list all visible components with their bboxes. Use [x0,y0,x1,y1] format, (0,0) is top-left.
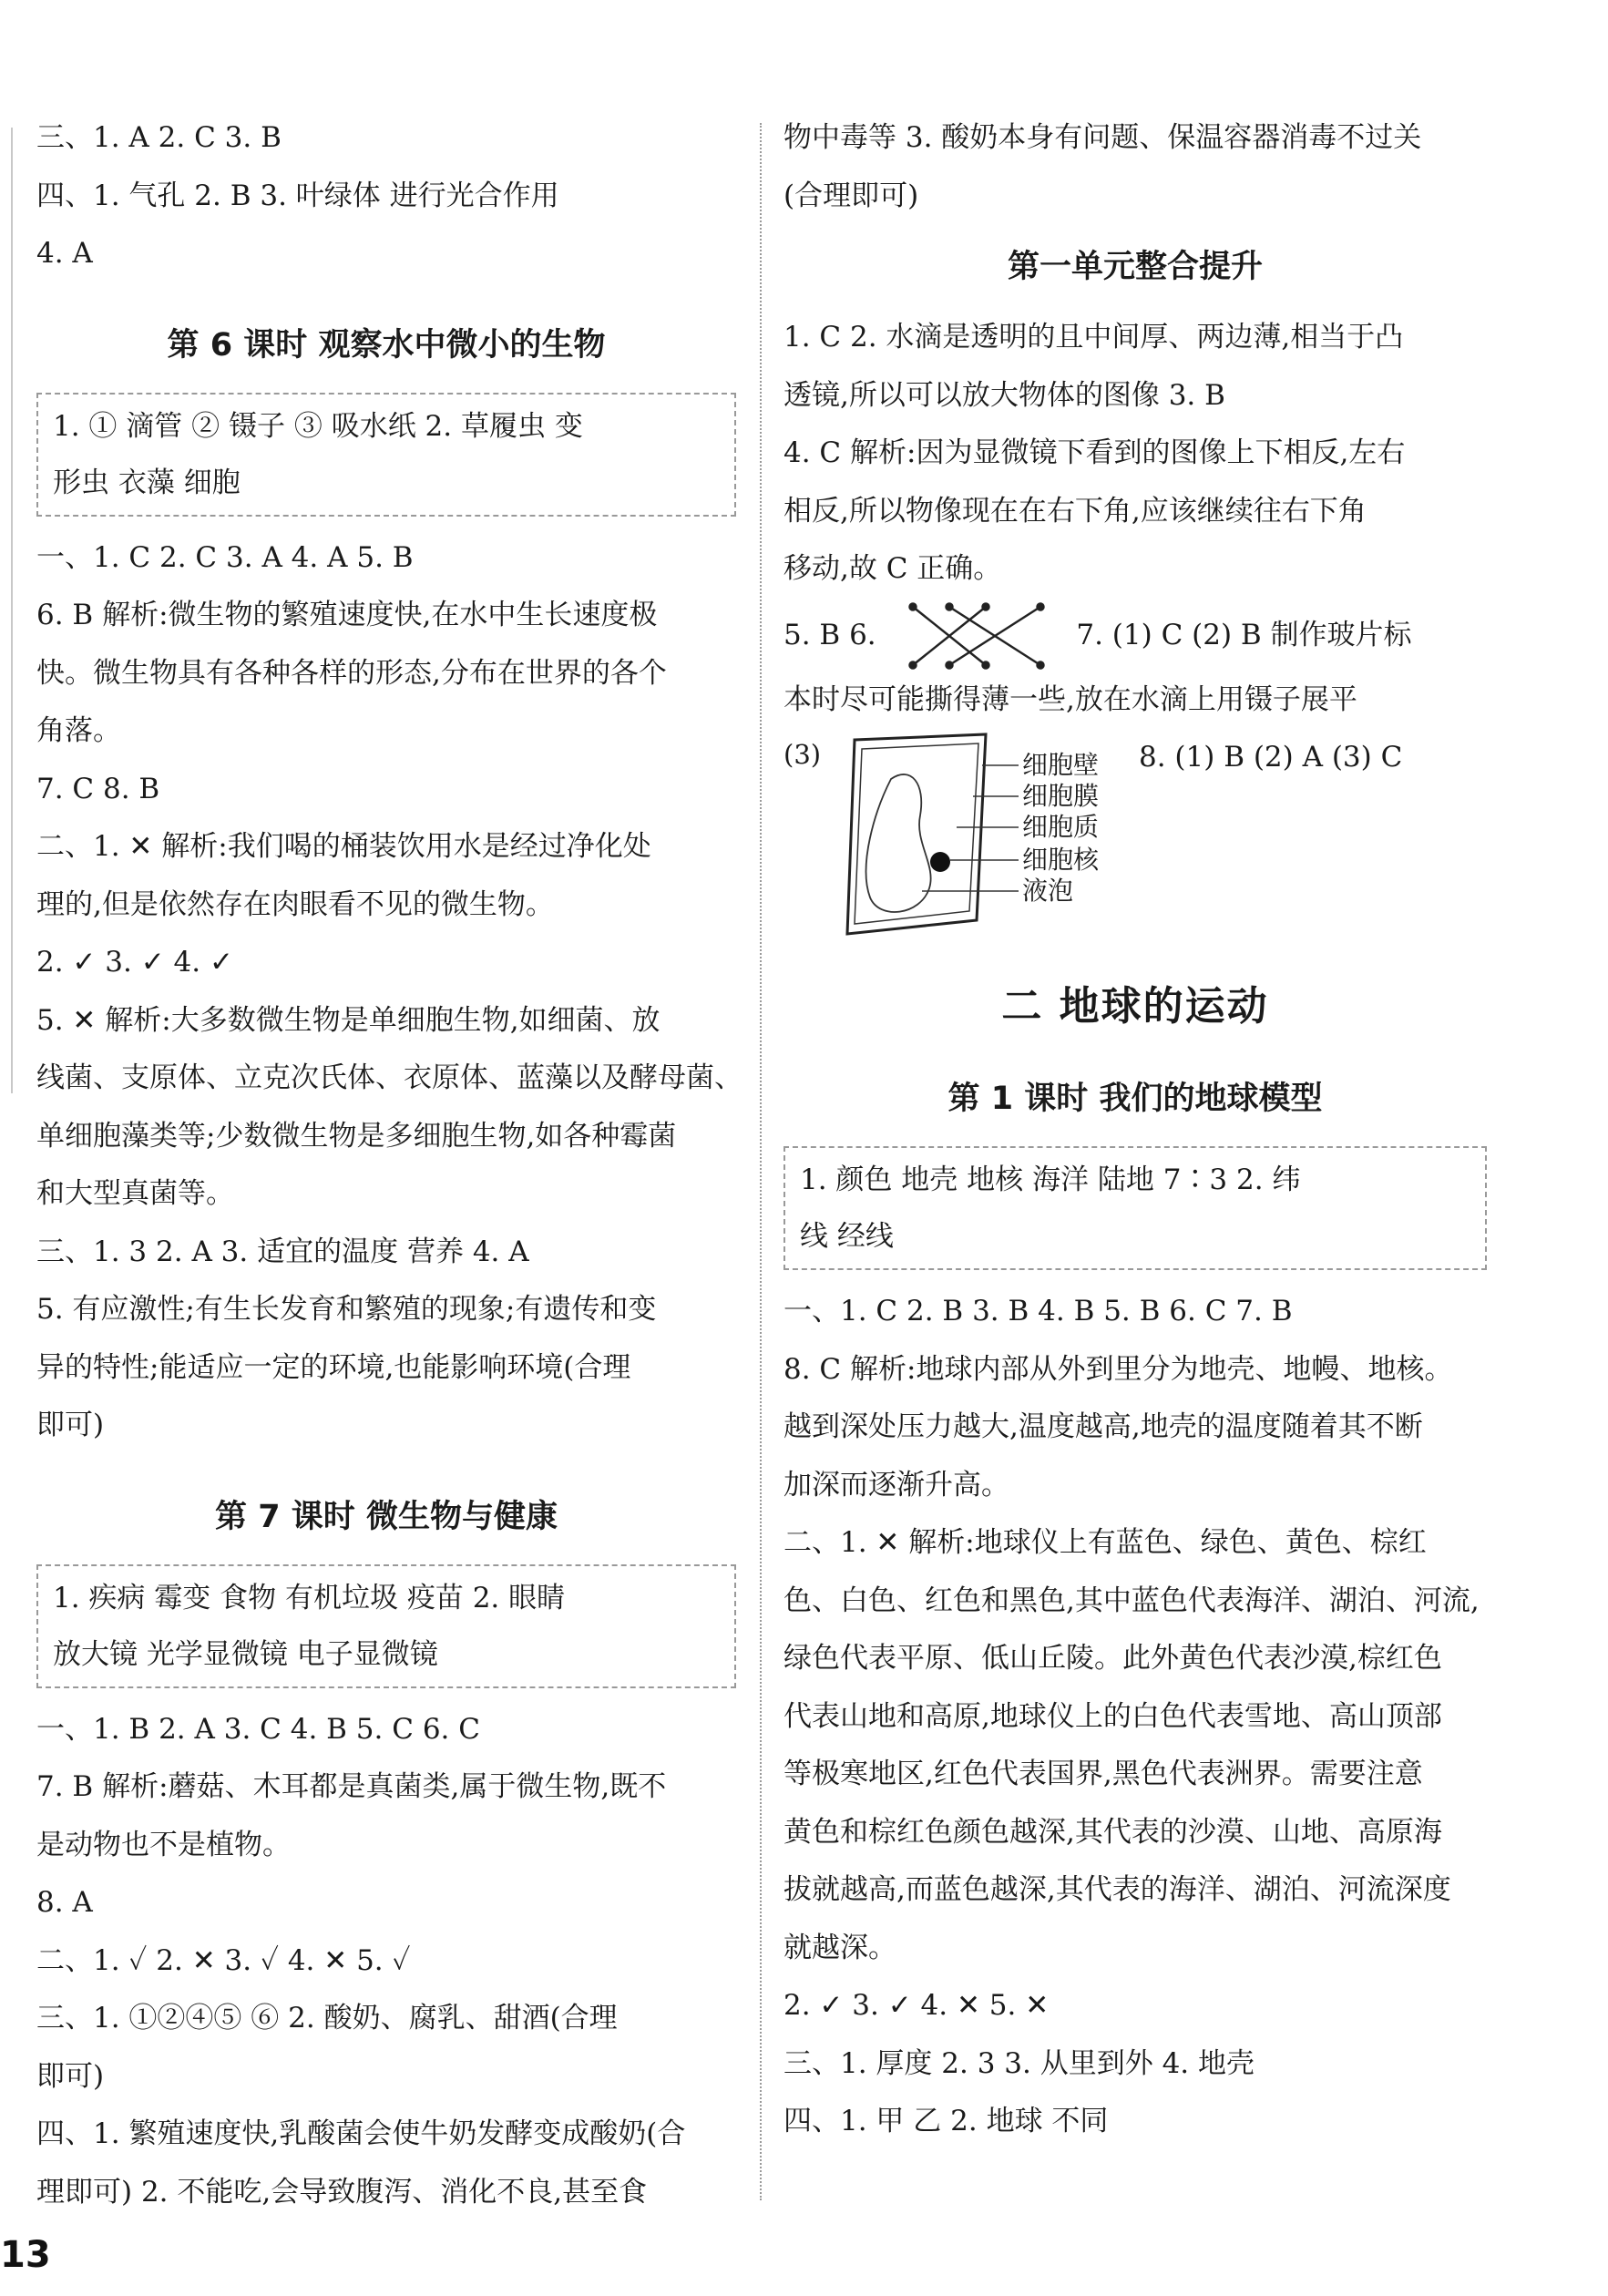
answer-line: 二、1. ✕ 解析:我们喝的桶装饮用水是经过净化处 [36,830,651,863]
answer-line: 1. 疾病 霉变 食物 有机垃圾 疫苗 2. 眼睛 [53,1581,566,1614]
answer-line: 6. B 解析:微生物的繁殖速度快,在水中生长速度极 [36,599,658,631]
answer-line: 一、1. C 2. C 3. A 4. A 5. B [36,540,414,574]
match-dot [946,604,952,610]
answer-line: 黄色和棕红色颜色越深,其代表的沙漠、山地、高原海 [784,1815,1442,1849]
match-dot [946,662,952,669]
answer-line: 一、1. B 2. A 3. C 4. B 5. C 6. C [36,1712,480,1746]
answer-line: 三、1. 厚度 2. 3 3. 从里到外 4. 地壳 [784,2046,1255,2080]
vacuole-shape [866,774,931,912]
answer-line: 四、1. 繁殖速度快,乳酸菌会使牛奶发酵变成酸奶(合 [36,2117,686,2150]
answer-line: 和大型真菌等。 [36,1177,234,1210]
nucleus-label: 细胞核 [1022,845,1100,875]
answer-line: 2. ✓ 3. ✓ 4. ✓ [36,946,233,979]
match-dot [982,662,988,669]
answer-line: 2. ✓ 3. ✓ 4. ✕ 5. ✕ [784,1989,1050,2022]
answer-line: (合理即可) [784,179,919,212]
column-divider [760,123,762,2200]
answer-line: 二、1. ✓ 2. ✕ 3. ✓ 4. ✕ 5. ✓ [36,1943,411,1977]
answer-line: 即可) [36,1409,105,1441]
match-dot [982,604,988,610]
answer-line: 本时尽可能撕得薄一些,放在水滴上用镊子展平 [784,682,1357,716]
answer-line: 理的,但是依然存在肉眼看不见的微生物。 [36,887,554,921]
match-dot [909,662,916,669]
lesson-6-title: 第 6 课时 观察水中微小的生物 [167,326,606,364]
match-dot [909,604,916,610]
lesson-7-summary-box [36,1564,736,1688]
answer-line: 三、1. A 2. C 3. B [36,121,282,154]
answer-line: 一、1. C 2. B 3. B 4. B 5. B 6. C 7. B [784,1295,1293,1327]
answer-line: 角落。 [36,714,121,747]
lesson-1-summary-box [784,1146,1487,1270]
left-column [36,109,743,2221]
cell-membrane-label: 细胞膜 [1022,781,1100,811]
answer-line: 绿色代表平原、低山丘陵。此外黄色代表沙漠,棕红色 [784,1642,1442,1675]
cell-wall-label: 细胞壁 [1022,750,1100,780]
vacuole-label: 液泡 [1022,876,1074,906]
answer-line: 透镜,所以可以放大物体的图像 3. B [784,378,1225,412]
cell-question-label: (3) [784,739,822,770]
answer-line: 1. C 2. 水滴是透明的且中间厚、两边薄,相当于凸 [784,321,1404,354]
answer-line: 二、1. ✕ 解析:地球仪上有蓝色、绿色、黄色、棕红 [784,1526,1427,1559]
answer-line: 就越深。 [784,1931,896,1964]
answer-line: 8. (1) B (2) A (3) C [1139,741,1403,774]
answer-line: 三、1. ①②④⑤ ⑥ 2. 酸奶、腐乳、甜酒(合理 [36,2002,618,2035]
right-column [784,109,1487,2151]
answer-line: 物中毒等 3. 酸奶本身有问题、保温容器消毒不过关 [784,121,1422,154]
answer-line: 线菌、支原体、立克次氏体、衣原体、蓝藻以及酵母菌、 [36,1061,743,1094]
answer-line: 三、1. 3 2. A 3. 适宜的温度 营养 4. A [36,1235,529,1268]
answer-line: 理即可) 2. 不能吃,会导致腹泻、消化不良,甚至食 [36,2175,648,2209]
cell-membrane-outline [855,743,978,924]
answer-line-with-figure [784,599,1487,671]
answer-line: 加深而逐渐升高。 [784,1468,1009,1502]
nucleus-dot [930,852,950,872]
answer-line: 4. C 解析:因为显微镜下看到的图像上下相反,左右 [784,436,1406,469]
lesson-7-title: 第 7 课时 微生物与健康 [215,1498,558,1535]
answer-line: 四、1. 甲 乙 2. 地球 不同 [784,2105,1109,2137]
matching-lines-figure [904,600,1050,672]
answer-line: 异的特性;能适应一定的环境,也能影响环境(合理 [36,1350,631,1384]
answer-line: 8. C 解析:地球内部从外到里分为地壳、地幔、地核。 [784,1352,1453,1386]
answer-line: 放大镜 光学显微镜 电子显微镜 [53,1637,438,1671]
answer-line: 8. A [36,1886,93,1919]
answer-line: 越到深处压力越大,温度越高,地壳的温度随着其不断 [784,1410,1423,1443]
answer-text: 5. B 6. [784,618,876,651]
unit-1-review-title: 第一单元整合提升 [1007,249,1263,285]
answer-line: 线 经线 [800,1220,894,1253]
cell-diagram-row [784,729,1487,957]
match-dot [1037,604,1043,610]
answer-text: 7. (1) C (2) B 制作玻片标 [1076,618,1412,651]
answer-line: 拔就越高,而蓝色越深,其代表的海洋、湖泊、河流深度 [784,1873,1451,1906]
answer-line: 7. C 8. B [36,772,160,805]
answer-line: 等极寒地区,红色代表国界,黑色代表洲界。需要注意 [784,1758,1423,1790]
answer-line: 1. 颜色 地壳 地核 海洋 陆地 7∶3 2. 纬 [800,1163,1301,1196]
answer-line: 四、1. 气孔 2. B 3. 叶绿体 进行光合作用 [36,179,559,212]
cytoplasm-label: 细胞质 [1022,812,1100,842]
answer-line: 即可) [36,2059,105,2093]
answer-line: 相反,所以物像现在在右下角,应该继续往右下角 [784,494,1367,528]
answer-line: 5. ✕ 解析:大多数微生物是单细胞生物,如细菌、放 [36,1003,661,1037]
answer-line: 4. A [36,237,93,270]
answer-line: 7. B 解析:蘑菇、木耳都是真菌类,属于微生物,既不 [36,1770,667,1803]
answer-line: 色、白色、红色和黑色,其中蓝色代表海洋、湖泊、河流, [784,1584,1480,1617]
answer-line: 代表山地和高原,地球仪上的白色代表雪地、高山顶部 [784,1699,1442,1733]
lesson-6-summary-box [36,393,736,517]
answer-line: 是动物也不是植物。 [36,1828,291,1861]
lesson-1-title: 第 1 课时 我们的地球模型 [947,1081,1323,1117]
chapter-2-title: 二 地球的运动 [1001,983,1269,1030]
page-number: 13 [0,2234,51,2276]
left-margin-rule [11,128,13,1093]
answer-line: 移动,故 C 正确。 [784,552,1002,585]
answer-line: 快。微生物具有各种各样的形态,分布在世界的各个 [36,656,667,690]
cell-wall-outline [847,734,986,934]
answer-line: 5. 有应激性;有生长发育和繁殖的现象;有遗传和变 [36,1293,657,1326]
match-dot [1037,662,1043,669]
answer-line: 单细胞藻类等;少数微生物是多细胞生物,如各种霉菌 [36,1119,677,1153]
answer-line: 形虫 衣藻 细胞 [53,466,241,499]
answer-line: 1. ① 滴管 ② 镊子 ③ 吸水纸 2. 草履虫 变 [53,409,583,443]
